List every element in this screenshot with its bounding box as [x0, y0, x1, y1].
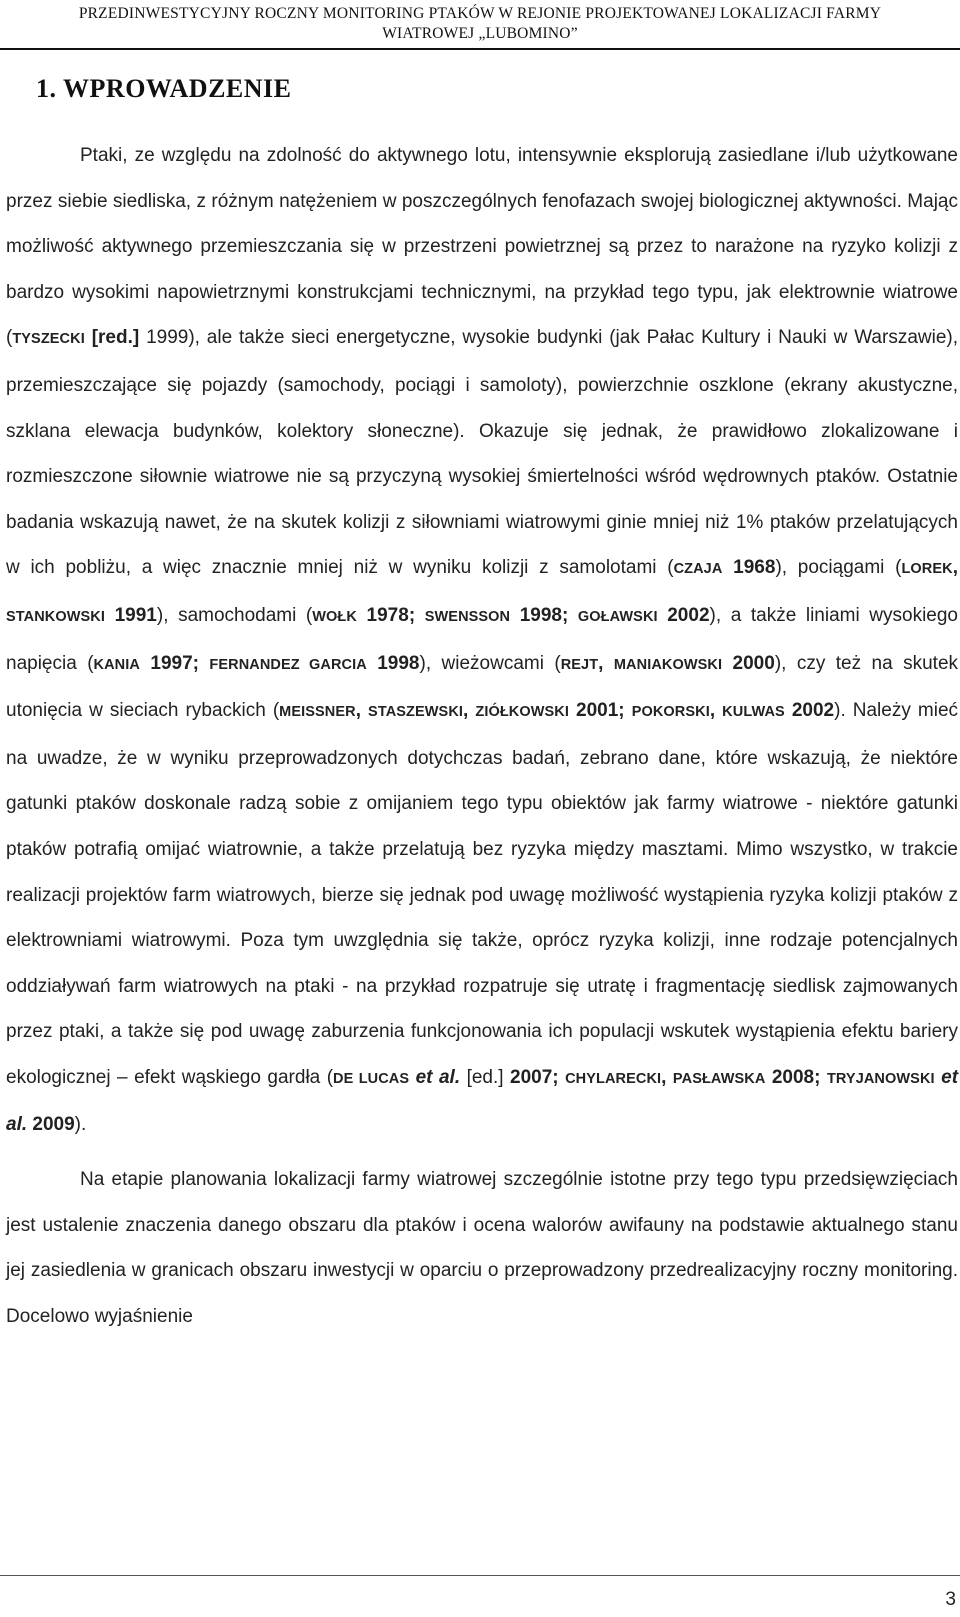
- running-header-line-2: WIATROWEJ „LUBOMINO”: [382, 25, 578, 42]
- text-run: ), samochodami (: [156, 604, 313, 626]
- document-body: [6, 133, 958, 1339]
- citation-author: PASŁAWSKA: [672, 1070, 766, 1087]
- citation-separator: ,: [952, 557, 958, 579]
- citation-separator: ,: [463, 700, 476, 722]
- citation-author: ZIÓŁKOWSKI: [475, 704, 569, 721]
- citation-year: 1998: [366, 652, 420, 674]
- paragraph-1: [6, 133, 958, 1148]
- citation-author: KANIA: [93, 656, 140, 673]
- running-header-line-1: PRZEDINWESTYCYJNY ROCZNY MONITORING PTAKÓW W REJONIE PROJEKTOWANEJ LOKALIZACJI FARMY: [78, 5, 882, 22]
- citation-separator: ,: [598, 652, 614, 674]
- text-run: 1999), ale także sieci energetyczne, wysokie budynki (jak Pałac Kultury i Nauki w Warszawie), przemieszczające się pojazdy (samochody, pociągi i samoloty), powierzchnie oszklone (ekrany akustyczne, szklana elewacja budynków, kolektory słoneczne). Okazuje się jednak, że prawidłowo zlokalizowane i rozmieszczone siłownie wiatrowe nie są przyczyną wysokiej śmiertelności wśród wędrownych ptaków. Ostatnie badania wskazują nawet, że na skutek kolizji z siłowniami wiatrowymi ginie mniej niż 1% ptaków przelatujących w ich pobliżu, a więc znacznie mniej niż w wyniku kolizji z samolotami (: [6, 327, 958, 579]
- citation-year: 2007;: [503, 1066, 566, 1088]
- citation-author: REJT: [560, 656, 599, 673]
- citation-year: 2009: [27, 1114, 75, 1136]
- citation-year: 2001;: [569, 700, 632, 722]
- text-run: ), pociągami (: [775, 557, 902, 579]
- citation-author: MEISSNER: [279, 704, 356, 721]
- citation-year: 2008;: [765, 1066, 827, 1088]
- citation-author: MANIAKOWSKI: [613, 656, 723, 673]
- text-run: ).: [74, 1114, 87, 1136]
- citation-et-al: et al.: [6, 1066, 959, 1136]
- citation-year: 1997;: [139, 652, 210, 674]
- citation-author: LOREK: [901, 561, 953, 578]
- citation-author: DE LUCAS: [333, 1070, 410, 1087]
- citation-year: 1991: [105, 604, 157, 626]
- citation-separator: ,: [661, 1066, 673, 1088]
- header-divider: [0, 48, 960, 50]
- citation-author: TRYJANOWSKI: [826, 1070, 935, 1087]
- footer-divider: [0, 1575, 960, 1576]
- citation-editor: [red.]: [84, 327, 140, 349]
- citation-et-al: et al.: [409, 1066, 461, 1088]
- citation-author: SWENSSON: [424, 608, 511, 625]
- citation-year: 2002: [784, 700, 835, 722]
- citation-author: CHYLARECKI: [565, 1070, 662, 1087]
- citation-author: STANKOWSKI: [6, 608, 106, 625]
- text-run: Ptaki, ze względu na zdolność do aktywnego lotu, intensywnie eksplorują zasiedlane i/lub użytkowane przez siebie siedliska, z różnym natężeniem w poszczególnych fenofazach swojej biologicznej aktywności. Mając możliwość aktywnego przemieszczania się w przestrzeni powietrznej są przez to narażone na ryzyko kolizji z bardzo wysokimi napowietrznymi konstrukcjami technicznymi, na przykład tego typu, jak elektrownie wiatrowe (: [6, 145, 958, 349]
- citation-year: 1978;: [356, 604, 425, 626]
- citation-year: 1968: [722, 557, 776, 579]
- citation-separator: ,: [709, 700, 723, 722]
- running-header: [0, 4, 960, 44]
- citation-author: STASZEWSKI: [368, 704, 464, 721]
- citation-author: KULWAS: [722, 704, 785, 721]
- citation-author: POKORSKI: [631, 704, 710, 721]
- section-title: 1. WPROWADZENIE: [36, 74, 292, 103]
- text-run: ), czy też na skutek utonięcia w sieciach rybackich (: [6, 652, 959, 722]
- citation-year: 1998;: [510, 604, 578, 626]
- citation-author: TYSZECKI: [12, 331, 85, 348]
- text-run: ), wieżowcami (: [419, 652, 561, 674]
- text-run: ). Należy mieć na uwadze, że w wyniku przeprowadzonych dotychczas badań, zebrano dane, które wskazują, że niektóre gatunki ptaków doskonale radzą sobie z omijaniem tego typu obiektów jak farmy wiatrowe - niektóre gatunki ptaków potrafią omijać wiatrownie, a także przelatują bez ryzyka między masztami. Mimo wszystko, w trakcie realizacji projektów farm wiatrowych, bierze się jednak pod uwagę możliwość wystąpienia ryzyka kolizji ptaków z elektrowniami wiatrowymi. Poza tym uwzględnia się także, oprócz ryzyka kolizji, inne rodzaje potencjalnych oddziaływań farm wiatrowych na ptaki - na przykład rozpatruje się utratę i fragmentację siedlisk zajmowanych przez ptaki, a także się pod uwagę zaburzenia funkcjonowania ich populacji wskutek wystąpienia efektu bariery ekologicznej – efekt wąskiego gardła (: [6, 700, 959, 1088]
- page-number: 3: [945, 1589, 956, 1610]
- citation-author: FERNANDEZ GARCIA: [209, 656, 367, 673]
- citation-year: 2002: [657, 604, 710, 626]
- paragraph-2: Na etapie planowania lokalizacji farmy wiatrowej szczególnie istotne przy tego typu przedsięwzięciach jest ustalenie znaczenia danego obszaru dla ptaków i ocena walorów awifauny na podstawie aktualnego stanu jej zasiedlenia w granicach obszaru inwestycji w oparciu o przeprowadzony przedrealizacyjny roczny monitoring. Docelowo wyjaśnienie: [6, 1169, 958, 1327]
- text-run: ), a także liniami wysokiego napięcia (: [6, 604, 958, 674]
- citation-author: CZAJA: [673, 561, 723, 578]
- citation-author: WOŁK: [312, 608, 357, 625]
- citation-separator: ,: [355, 700, 369, 722]
- citation-author: GOŁAWSKI: [577, 608, 658, 625]
- citation-year: 2000: [722, 652, 775, 674]
- citation-editor: [ed.]: [460, 1066, 504, 1088]
